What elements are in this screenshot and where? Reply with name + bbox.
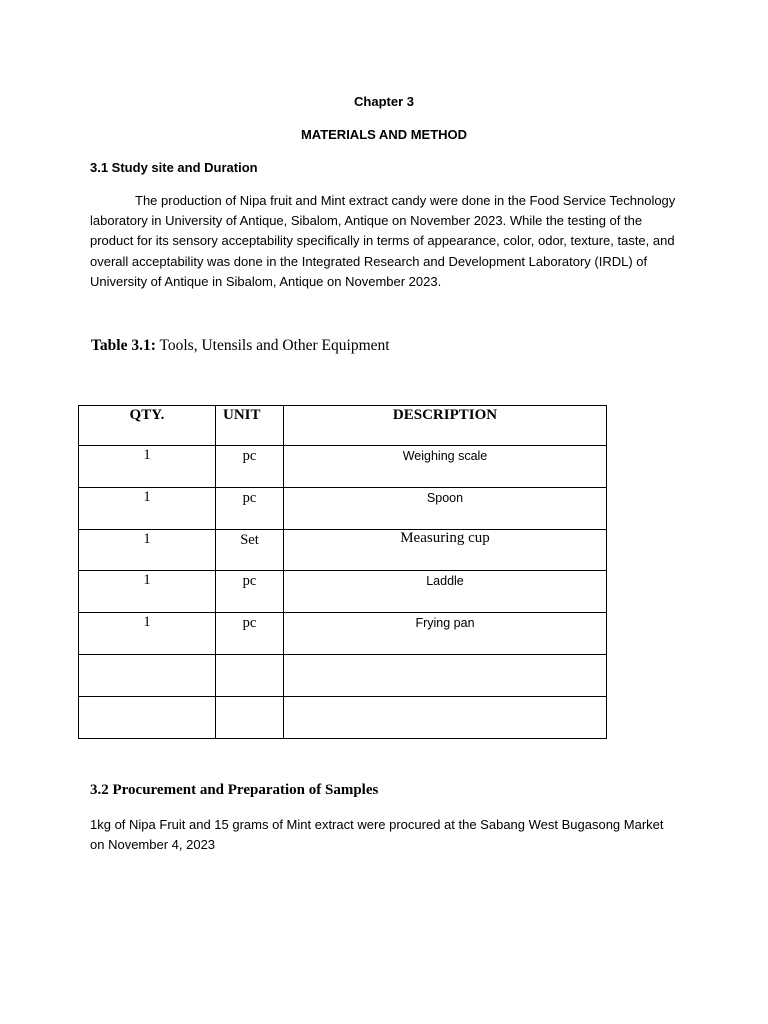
cell-unit: pc: [216, 613, 284, 655]
section-3-2-heading: 3.2 Procurement and Preparation of Samples: [90, 782, 379, 798]
section-3-1-heading: 3.1 Study site and Duration: [90, 160, 258, 175]
cell-qty: [79, 655, 216, 697]
cell-description: Weighing scale: [284, 446, 607, 488]
table-row: [79, 613, 607, 655]
cell-unit: pc: [216, 571, 284, 613]
table-row: [79, 571, 607, 613]
cell-qty: 1: [79, 613, 216, 655]
header-description: DESCRIPTION: [284, 406, 607, 446]
cell-description: Measuring cup: [284, 530, 607, 571]
equipment-table: [78, 405, 607, 739]
section-3-2-paragraph: 1kg of Nipa Fruit and 15 grams of Mint extract were procured at the Sabang West Bugasong Market on November 4, 2023: [90, 817, 664, 853]
cell-description: [284, 697, 607, 739]
cell-unit: pc: [216, 446, 284, 488]
table-caption-label: Table 3.1:: [91, 337, 156, 354]
header-unit: UNIT: [216, 406, 284, 446]
cell-unit: Set: [216, 530, 284, 571]
cell-qty: [79, 697, 216, 739]
table-row: [79, 655, 607, 697]
cell-unit: pc: [216, 488, 284, 530]
cell-qty: 1: [79, 488, 216, 530]
table-row: [79, 488, 607, 530]
table-row: [79, 446, 607, 488]
table-caption-text: Tools, Utensils and Other Equipment: [155, 337, 390, 354]
section-3-1-paragraph: The production of Nipa fruit and Mint extract candy were done in the Food Service Technology laboratory in University of Antique, Sibalom, Antique on November 2023. While the testing of the product for its sensory acceptability specifically in terms of appearance, color, odor, texture, taste, and overall acceptability was done in the Integrated Research and Development Laboratory (IRDL) of University of Antique in Sibalom, Antique on November 2023.: [90, 193, 676, 289]
cell-unit: [216, 697, 284, 739]
table-row: [79, 530, 607, 571]
cell-description: Spoon: [284, 488, 607, 530]
table-3-1-caption: [91, 337, 390, 355]
cell-unit: [216, 655, 284, 697]
chapter-heading: Chapter 3: [354, 94, 414, 109]
cell-description: Frying pan: [284, 613, 607, 655]
cell-description: [284, 655, 607, 697]
cell-qty: 1: [79, 446, 216, 488]
header-qty: QTY.: [79, 406, 216, 446]
table-header-row: [79, 406, 607, 446]
table-row: [79, 697, 607, 739]
cell-description: Laddle: [284, 571, 607, 613]
cell-qty: 1: [79, 571, 216, 613]
cell-qty: 1: [79, 530, 216, 571]
chapter-title: MATERIALS AND METHOD: [300, 127, 468, 142]
